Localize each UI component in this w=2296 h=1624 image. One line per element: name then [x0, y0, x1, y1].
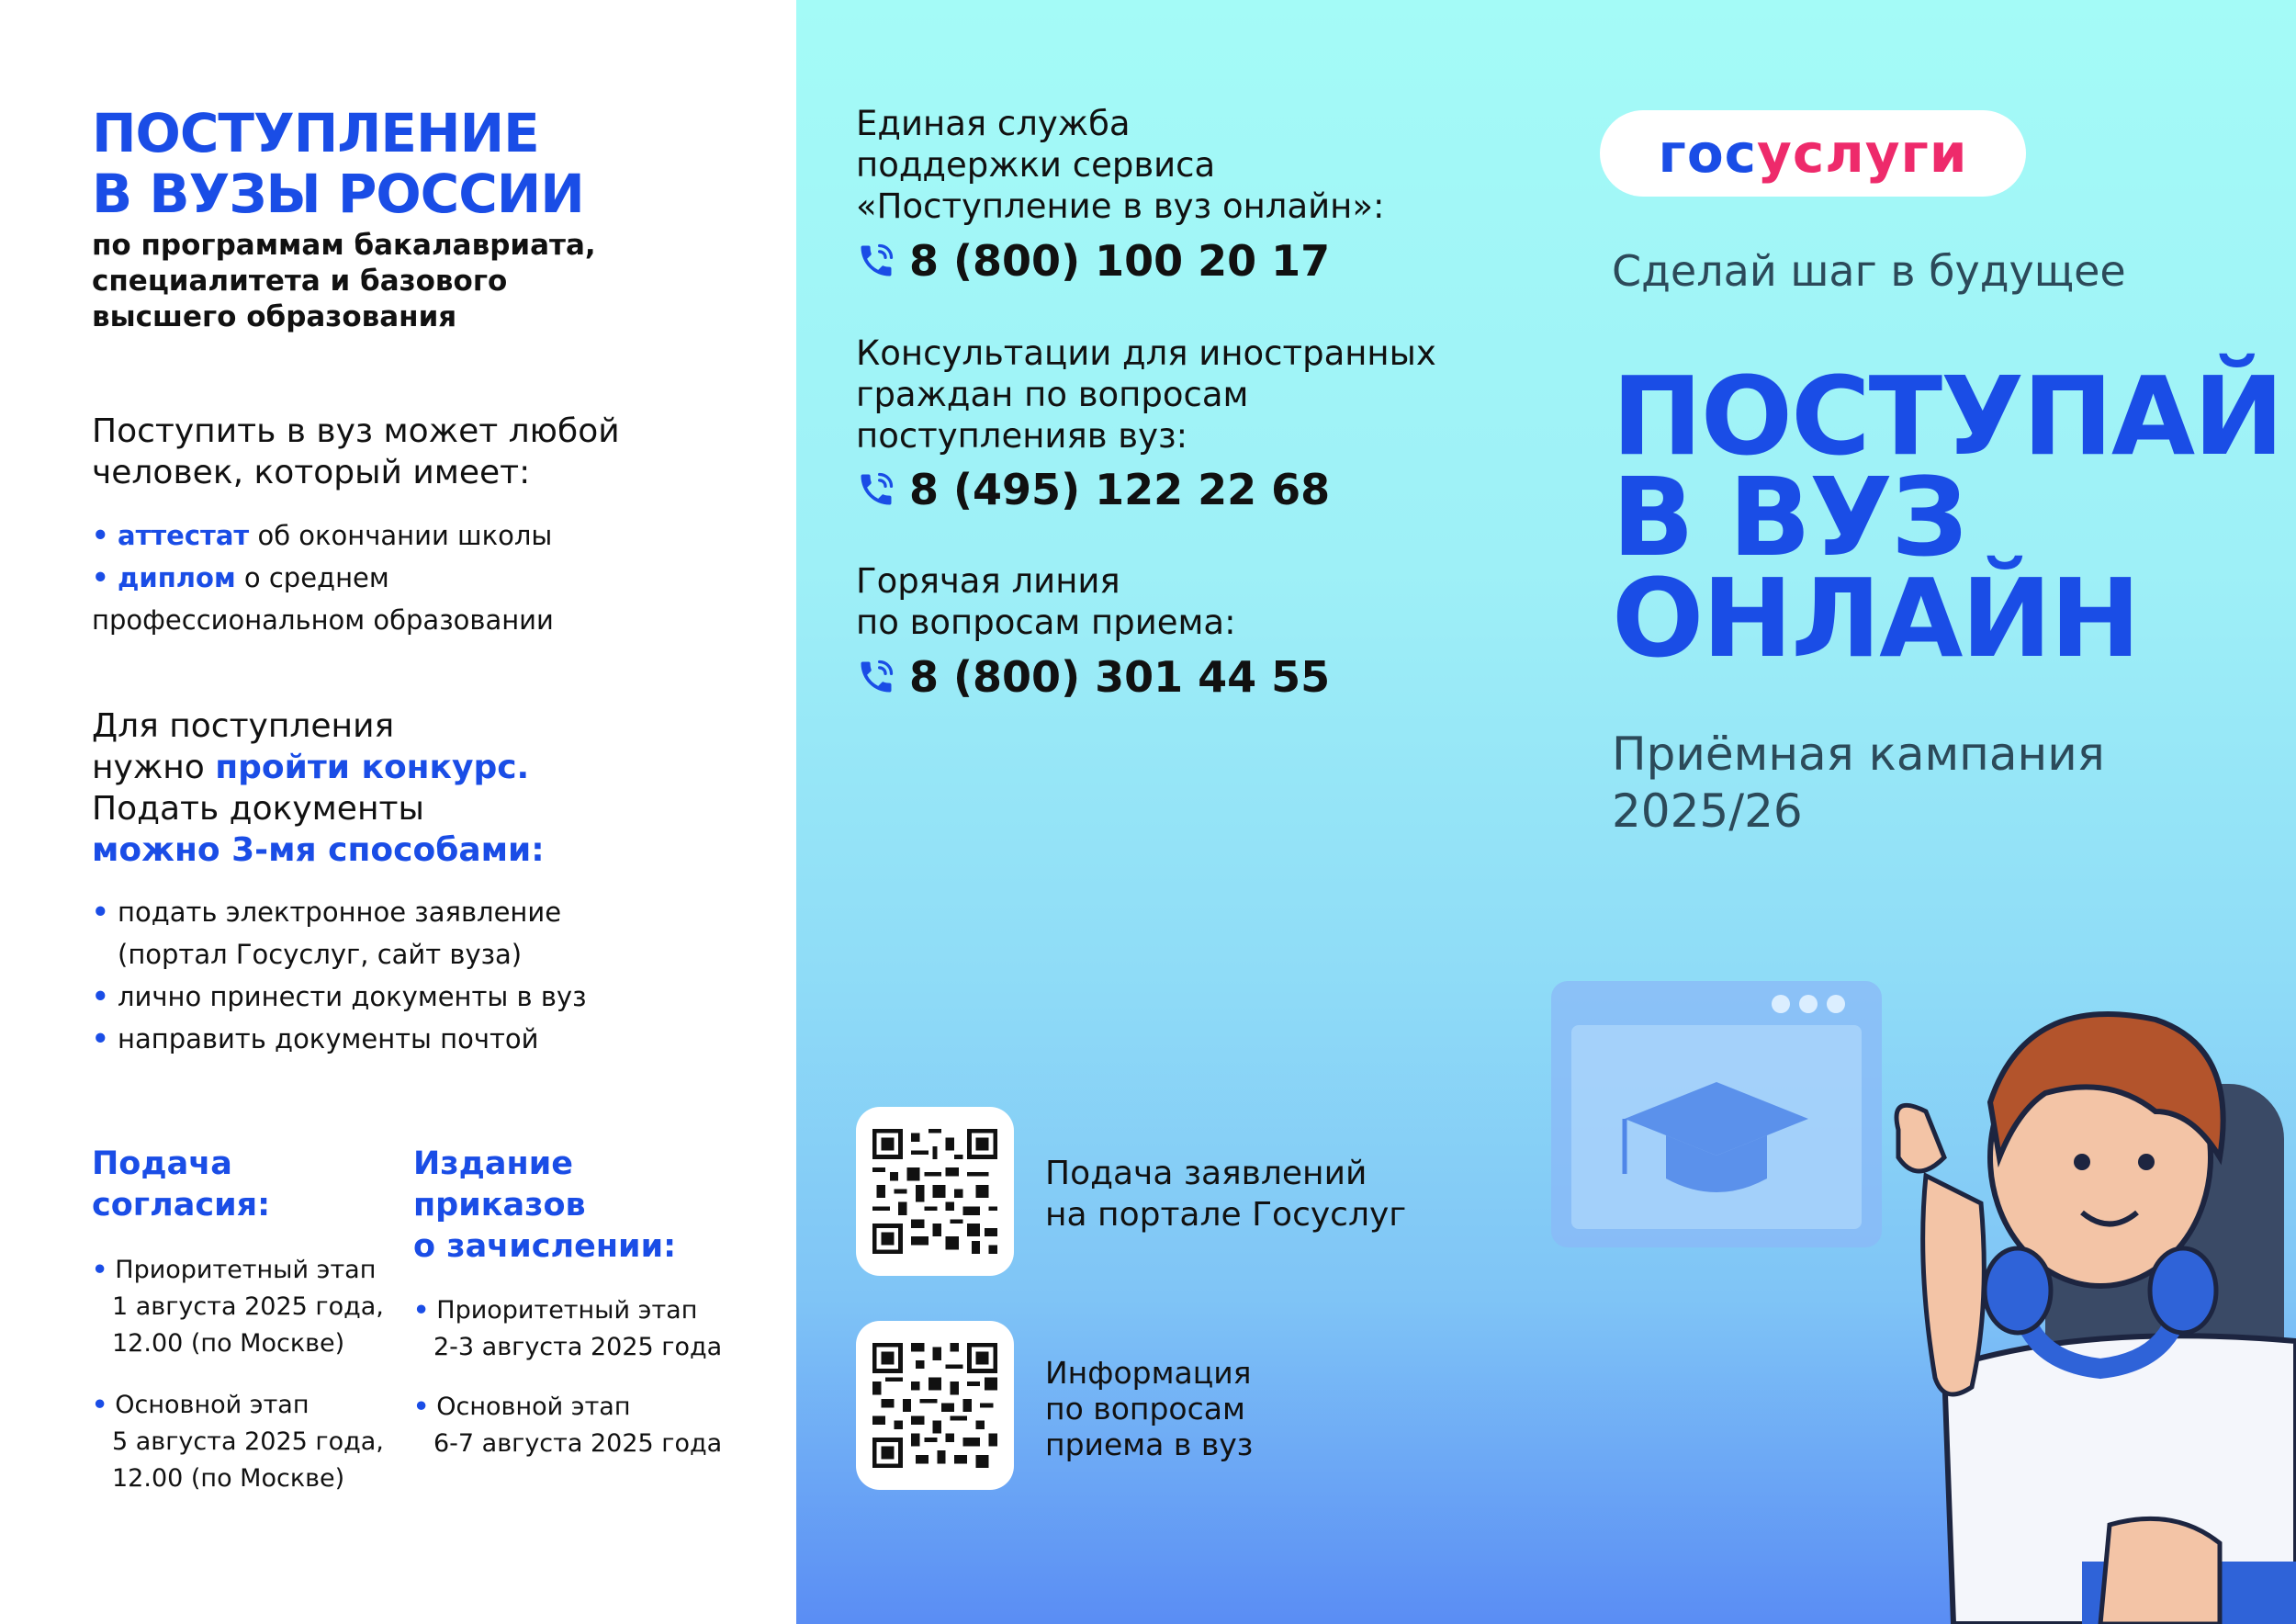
list-item: • направить документы почтой: [92, 1018, 587, 1060]
qr1-label: Подача заявлений на портале Госуслуг: [1045, 1155, 1407, 1234]
qr-code-admission-info[interactable]: [856, 1321, 1014, 1490]
who-can-text: Поступить в вуз может любой человек, который имеет:: [92, 412, 620, 491]
right-panel: [796, 0, 2296, 1624]
gosuslugi-logo: гос услуги: [1600, 110, 2026, 197]
qr-code-icon: [872, 1129, 997, 1254]
consent-heading: Подача согласия:: [92, 1145, 271, 1224]
phone-call-icon: [856, 469, 896, 510]
slogan: Сделай шаг в будущее: [1612, 246, 2126, 296]
student-illustration-icon: [1806, 974, 2296, 1624]
list-item: • аттестат об окончании школы: [92, 514, 554, 557]
qr2-label: Информация по вопросам приема в вуз: [1045, 1355, 1254, 1462]
support-phone[interactable]: 8 (800) 100 20 17: [856, 236, 1330, 286]
list-item: • подать электронное заявление: [92, 891, 587, 933]
orders-heading: Издание приказов о зачислении:: [413, 1145, 677, 1265]
requirements-list: [92, 514, 554, 641]
methods-list: [92, 891, 587, 1060]
list-item: • диплом о среднем: [92, 557, 554, 599]
orders-stage-main: • Основной этап 6-7 августа 2025 года: [413, 1393, 723, 1458]
consent-stage-priority: • Приоритетный этап 1 августа 2025 года, 12.00 (по Москве): [92, 1256, 384, 1358]
phone-call-icon: [856, 657, 896, 697]
campaign-text: Приёмная кампания 2025/26: [1612, 727, 2105, 838]
hero-title: ПОСТУПАЙ В ВУЗ ОНЛАЙН: [1612, 353, 2282, 682]
qr-code-icon: [872, 1343, 997, 1468]
list-item: • лично принести документы в вуз: [92, 976, 587, 1018]
list-item-continuation: профессиональном образовании: [92, 604, 554, 636]
left-panel: [0, 0, 796, 1624]
admission-text: Для поступления нужно пройти конкурс. Подать документы можно 3-мя способами:: [92, 707, 545, 869]
heading-subtitle: по программам бакалавриата, специалитета и базового высшего образования: [92, 229, 596, 333]
orders-stage-priority: • Приоритетный этап 2-3 августа 2025 года: [413, 1296, 723, 1361]
phone-call-icon: [856, 241, 896, 281]
foreign-phone[interactable]: 8 (495) 122 22 68: [856, 465, 1330, 514]
hotline-phone[interactable]: 8 (800) 301 44 55: [856, 652, 1330, 702]
hotline-label: Горячая линия по вопросам приема:: [856, 561, 1236, 642]
qr-code-applications[interactable]: [856, 1107, 1014, 1276]
main-heading: ПОСТУПЛЕНИЕ В ВУЗЫ РОССИИ: [92, 102, 584, 225]
list-item-continuation: (портал Госуслуг, сайт вуза): [118, 939, 523, 970]
foreign-label: Консультации для иностранных граждан по вопросам поступленияв вуз:: [856, 333, 1436, 456]
consent-stage-main: • Основной этап 5 августа 2025 года, 12.00 (по Москве): [92, 1391, 384, 1493]
support-label: Единая служба поддержки сервиса «Поступление в вуз онлайн»:: [856, 104, 1385, 226]
